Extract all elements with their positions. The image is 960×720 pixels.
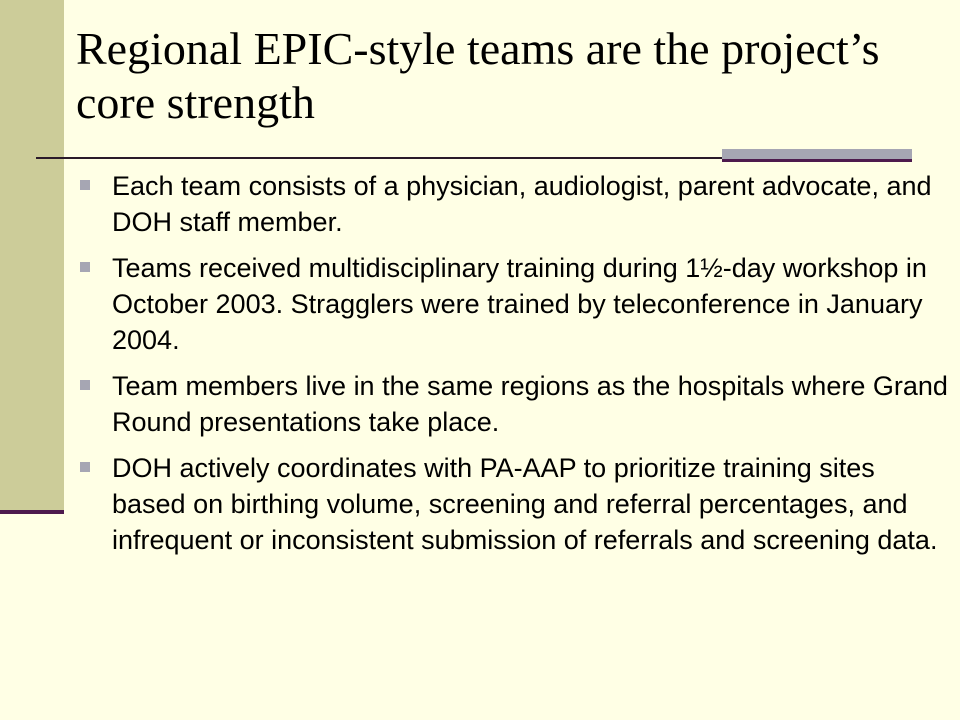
left-bar-underline xyxy=(0,510,64,514)
bullet-item xyxy=(76,250,948,358)
left-decorative-bar xyxy=(0,0,64,510)
bullet-item xyxy=(76,368,948,440)
bullet-item xyxy=(76,168,948,240)
bullet-list xyxy=(76,168,948,568)
square-bullet-icon xyxy=(80,262,90,272)
title-accent-bar xyxy=(722,149,912,159)
square-bullet-icon xyxy=(80,180,90,190)
square-bullet-icon xyxy=(80,462,90,472)
title-accent-line xyxy=(722,159,912,162)
bullet-text: Team members live in the same regions as the hospitals where Grand Round presentations take place. xyxy=(112,371,948,437)
bullet-text: Each team consists of a physician, audiologist, parent advocate, and DOH staff member. xyxy=(112,171,932,237)
bullet-item xyxy=(76,450,948,558)
square-bullet-icon xyxy=(80,380,90,390)
bullet-text: Teams received multidisciplinary training during 1½-day workshop in October 2003. Stragglers were trained by teleconference in January 2004. xyxy=(112,253,927,355)
bullet-text: DOH actively coordinates with PA-AAP to prioritize training sites based on birthing volume, screening and referral percentages, and infrequent or inconsistent submission of referrals and screening data. xyxy=(112,453,938,555)
slide-title: Regional EPIC-style teams are the project’s core strength xyxy=(76,23,880,128)
